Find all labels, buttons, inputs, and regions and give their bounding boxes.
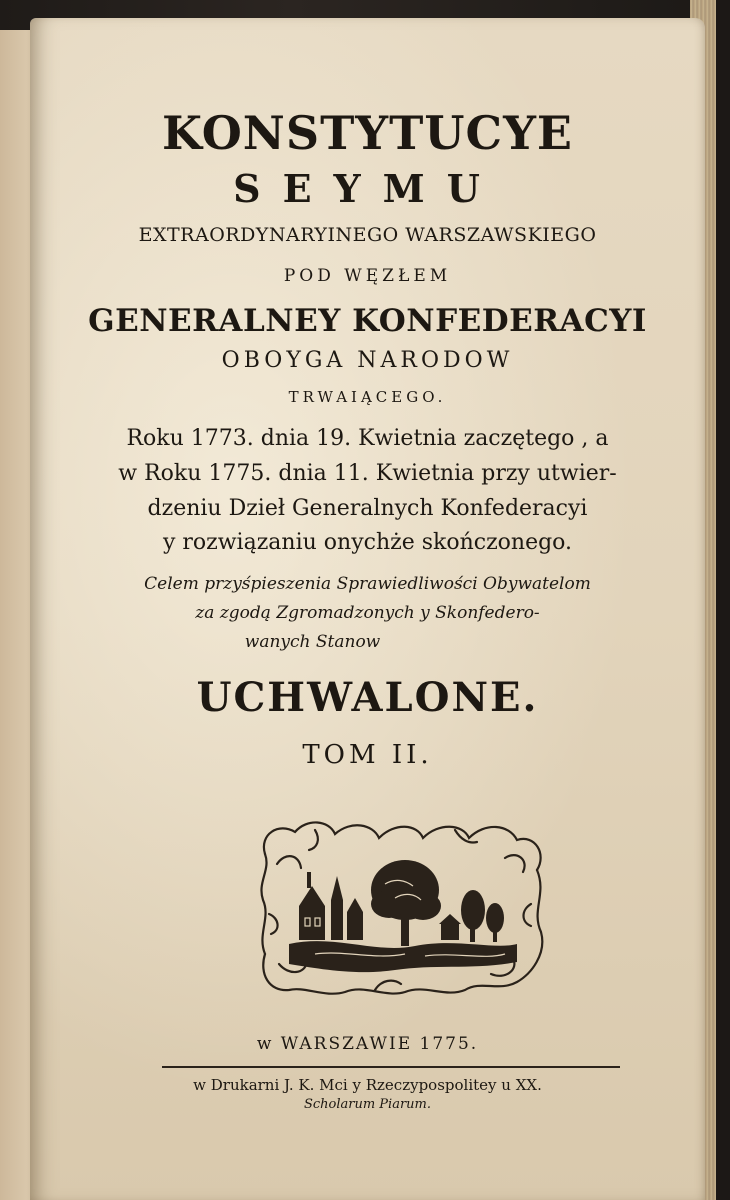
under-bond-line: POD WĘZŁEM xyxy=(283,266,452,286)
book-subtitle: SEYMU xyxy=(233,166,502,211)
title-page xyxy=(30,18,705,1200)
italic-line: za zgodą Zgromadzonych y Skonfedero- xyxy=(195,603,540,623)
italic-line: wanych Stanow xyxy=(244,632,381,652)
confederation-line: GENERALNEY KONFEDERACYI xyxy=(88,303,647,339)
lasting-line: TRWAIĄCEGO. xyxy=(288,388,447,406)
imprint-rule xyxy=(162,1066,620,1068)
paragraph-line: dzeniu Dzieł Generalnych Konfederacyi xyxy=(147,496,588,521)
paragraph-line: w Roku 1775. dnia 11. Kwietnia przy utwier- xyxy=(118,461,617,486)
italic-line: Celem przyśpieszenia Sprawiedliwości Obywatelom xyxy=(144,574,591,594)
book-title: KONSTYTUCYE xyxy=(161,106,573,160)
imprint-line: w Drukarni J. K. Mci y Rzeczypospolitey u XX. xyxy=(193,1076,542,1094)
nations-line: OBOYGA NARODOW xyxy=(221,348,514,373)
enacted-heading: UCHWALONE. xyxy=(196,674,539,721)
volume-label: TOM II. xyxy=(302,740,433,770)
woodcut-landscape-vignette-icon xyxy=(255,814,547,997)
place-year: w WARSZAWIE 1775. xyxy=(256,1034,479,1054)
extraordinary-line: EXTRAORDYNARYINEGO WARSZAWSKIEGO xyxy=(138,224,597,246)
paragraph-line: y rozwiązaniu onychże skończonego. xyxy=(162,530,573,555)
imprint-line: Scholarum Piarum. xyxy=(303,1097,432,1112)
paragraph-line: Roku 1773. dnia 19. Kwietnia zaczętego , a xyxy=(126,426,609,451)
